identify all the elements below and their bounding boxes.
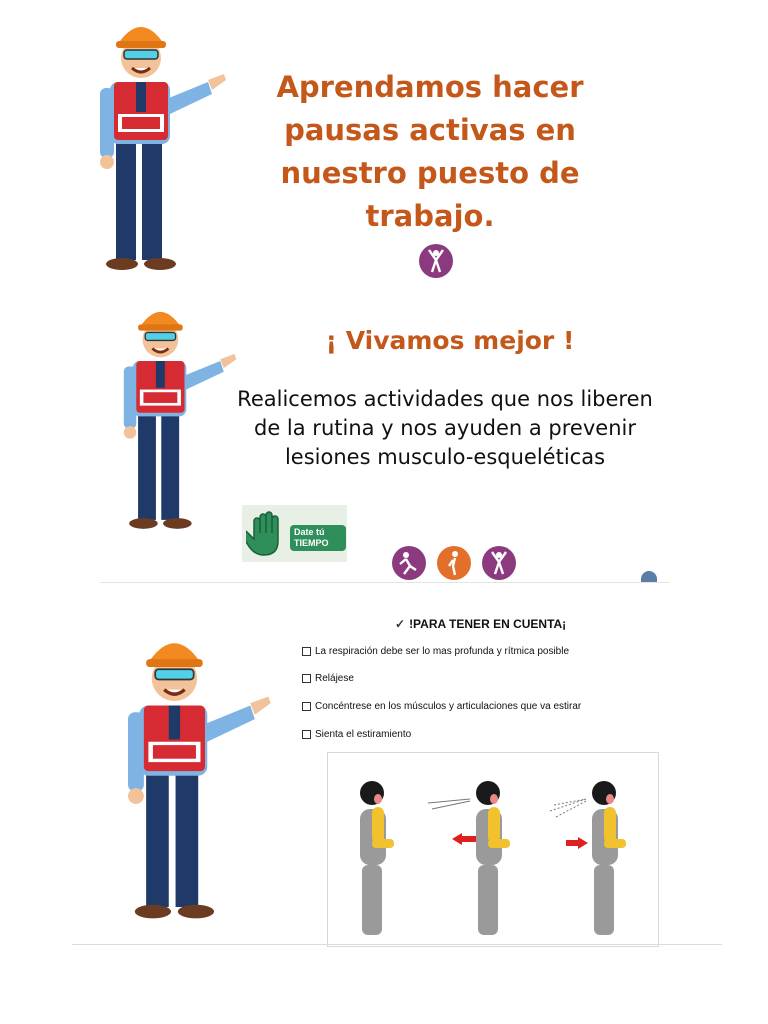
list-item xyxy=(302,701,581,712)
title-line: trabajo. xyxy=(365,199,495,233)
hand-icon xyxy=(246,509,290,559)
stretch-icon xyxy=(419,244,453,278)
slide2-body xyxy=(210,385,680,472)
body-line: Realicemos actividades que nos liberen xyxy=(237,387,653,411)
list-item xyxy=(302,729,411,740)
checkbox-icon xyxy=(302,730,311,739)
notes-heading-text: !PARA TENER EN CUENTA¡ xyxy=(409,617,567,631)
stretch-icon xyxy=(437,546,471,580)
notes-heading xyxy=(395,617,566,631)
list-item-text: La respiración debe ser lo mas profunda y rítmica posible xyxy=(315,646,570,657)
list-item-text: Concéntrese en los músculos y articulaciones que va estirar xyxy=(315,701,582,712)
check-icon: ✓ xyxy=(395,617,406,631)
worker-illustration-3 xyxy=(125,624,285,924)
checkbox-icon xyxy=(302,647,311,656)
breathing-illustration xyxy=(327,752,659,947)
stretch-icon xyxy=(482,546,516,580)
slide1-title xyxy=(250,66,610,238)
title-line: nuestro puesto de xyxy=(280,156,580,190)
badge-line-2: TIEMPO xyxy=(294,538,329,548)
checkbox-icon xyxy=(302,674,311,683)
list-item xyxy=(302,673,354,684)
body-line: lesiones musculo-esqueléticas xyxy=(284,445,606,469)
divider xyxy=(100,582,670,583)
stretch-icon xyxy=(392,546,426,580)
checkbox-icon xyxy=(302,702,311,711)
title-line: pausas activas en xyxy=(284,113,576,147)
list-item-text: Sienta el estiramiento xyxy=(315,729,412,740)
badge-line-1: Date tú xyxy=(294,527,325,537)
slide2-title: ¡ Vivamos mejor ! xyxy=(325,326,575,355)
divider xyxy=(72,944,722,945)
worker-illustration-1 xyxy=(98,10,238,275)
title-line: Aprendamos hacer xyxy=(276,70,584,104)
body-line: de la rutina y nos ayuden a prevenir xyxy=(254,416,636,440)
list-item-text: Relájese xyxy=(315,673,354,684)
list-item xyxy=(302,646,569,657)
date-tu-tiempo-badge xyxy=(242,505,347,562)
